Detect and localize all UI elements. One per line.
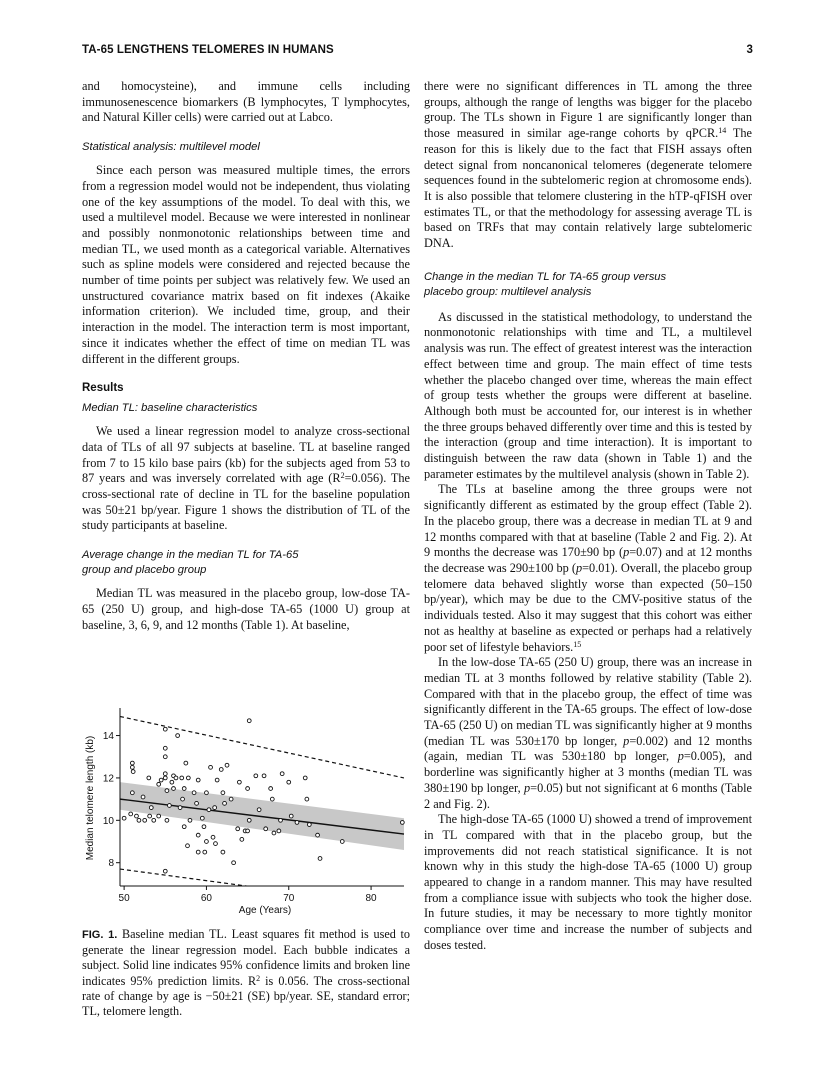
data-point [229,797,233,801]
data-point [203,850,207,854]
data-point [318,857,322,861]
paragraph: The high-dose TA-65 (1000 U) showed a trend of improvement in TL compared with that in the placebo group, but the improvements did not reach statistical significance. It is not known why in this study the high-dose TA-65 (1000 U) group appeared to change in a random manner. This may have resulted from a compliance issue with subjects who took the higher dose. In future studies, it may be necessary to more tightly monitor compliance over time and increase the number of subjects and doses tested. [424,812,752,952]
y-tick-label: 14 [102,731,114,743]
data-point [316,833,320,837]
data-point [202,825,206,829]
data-point [184,761,188,765]
data-point [257,808,261,812]
data-point [221,850,225,854]
data-point [182,825,186,829]
data-point [147,776,151,780]
data-point [211,835,215,839]
data-point [130,761,134,765]
data-point [186,844,190,848]
y-tick-label: 8 [108,858,114,870]
data-point [196,850,200,854]
data-point [207,808,211,812]
figure-1-chart [82,702,410,922]
data-point [295,821,299,825]
paragraph: and homocysteine), and immune cells including immunosenescence biomarkers (B lymphocytes, T lymphocytes, and Natural Killer cells) were carried out at Labco. [82,79,410,125]
data-point [159,778,163,782]
data-point [157,782,161,786]
data-point [247,818,251,822]
data-point [181,797,185,801]
data-point [223,801,227,805]
page-number: 3 [746,44,753,56]
data-point [186,776,190,780]
data-point [141,795,145,799]
data-point [219,768,223,772]
data-point [174,776,178,780]
data-point [192,791,196,795]
data-point [165,789,169,793]
data-point [215,778,219,782]
data-point [305,797,309,801]
data-point [236,827,240,831]
paragraph: In the low-dose TA-65 (250 U) group, there was an increase in median TL at 3 months followed by relative stability (Table 2). Compared with that in the placebo group, the effect of time was significantly different in the TA-65 groups. The effect of low-dose TA-65 (250 U) on median TL was significantly higher at 9 months (median TL was 530±170 bp longer, p=0.002) and 12 months (again, median TL was 530±180 bp longer, p=0.005), and borderline was significantly higher at 3 months (median TL was 380±190 bp longer, p=0.05) but not significant at 6 months (Table 2 and Fig. 2). [424,655,753,811]
data-point [225,763,229,767]
data-point [205,791,209,795]
data-point [163,776,167,780]
data-point [122,816,126,820]
data-point [205,840,209,844]
data-point [209,765,213,769]
data-point [269,787,273,791]
data-point [400,821,404,825]
data-point [307,823,311,827]
data-point [262,774,266,778]
data-point [176,734,180,738]
paragraph: Since each person was measured multiple times, the errors from a regression model would not be independent, thus violating one of the key assumptions of the model. To deal with this, we used a multilevel model. Because we were interested in nonlinear and possibly nonmonotonic relationships between time and median TL, we used month as a categorical variable. Alternatives such as spline models were considered and rejected because the number of time points per subject was relatively few. We used an unstructured covariance matrix based on fit indexes (Akaike information criterion). We included time, group, and their interaction in the model. The interaction term is most important, since it indicates whether the effect of time on median TL was different in the different groups. [82,163,410,366]
x-tick-label: 60 [200,893,212,904]
figure-caption: FIG. 1. Baseline median TL. Least squares fit method is used to generate the linear regression model. Each bubble indicates a subject. Solid line indicates 95% confidence limits and broken line indicates 95% prediction limits. $R^2$ is 0.056. The cross-sectional rate of change by age is −50±21 (SE) bp/year. SE, standard error; TL, telomere length. [82,927,411,1019]
data-point [287,780,291,784]
data-point [270,797,274,801]
y-tick-label: 12 [102,773,114,785]
y-tick-label: 10 [102,815,114,827]
data-point [188,818,192,822]
data-point [148,814,152,818]
data-point [221,791,225,795]
paragraph: We used a linear regression model to analyze cross-sectional data of TLs of all 97 subjects at baseline. TL at baseline ranged from 7 to 15 kilo base pairs (kb) for the subjects aged from 53 to 87 years and was inversely correlated with age $(R^2=0.056)$. The cross-sectional rate of decline in TL for the baseline population was 50±21 bp/year. Figure 1 shows the distribution of TL of the study participants at baseline. [82,424,410,533]
data-point [131,770,135,774]
data-point [200,816,204,820]
data-point [182,787,186,791]
data-point [135,814,139,818]
x-tick-label: 50 [118,893,130,904]
data-point [163,772,167,776]
figure-label: FIG. 1. [82,929,118,941]
data-point [196,778,200,782]
data-point [163,746,167,750]
running-header [82,44,753,60]
data-point [246,829,250,833]
left-column [82,79,410,633]
data-point [340,840,344,844]
x-tick-label: 80 [365,893,377,904]
section-heading-results: Results [82,382,124,395]
data-point [213,806,217,810]
data-point [149,806,153,810]
data-point [214,842,218,846]
x-axis-label: Age (Years) [238,905,292,916]
x-tick-label: 70 [283,893,295,904]
data-point [130,765,134,769]
data-point [165,818,169,822]
y-axis-label: Median telomere length (kb) [85,735,96,861]
section-heading-change-median: Change in the median TL for TA-65 group versus placebo group: multilevel analysis [424,270,667,298]
section-heading-average-change: Average change in the median TL for TA-65 group and placebo group [82,549,299,577]
data-point [254,774,258,778]
section-heading-statistical-analysis: Statistical analysis: multilevel model [82,141,260,154]
data-point [264,827,268,831]
data-point [163,869,167,873]
data-point [237,780,241,784]
data-point [279,818,283,822]
data-point [130,791,134,795]
data-point [137,818,141,822]
paragraph: there were no significant differences in TL among the three groups, although the range of lengths was bigger for the placebo group. The TLs shown in Figure 1 are significantly longer than those measured in similar age-range cohorts by qPCR.$^{14}$ The reason for this is likely due to the fact that FISH assays often detect signal from noncanonical telomeres (degenerate telomere sequences found in the subtelomeric region at chromosome ends). It is also possible that telomere clustering in the hTP-qFISH over estimates TL, or that the methodology for assessing average TL is based on TRFs that may contain relatively large subtelomeric DNA. [424,79,752,251]
data-point [247,719,251,723]
paragraph: As discussed in the statistical methodology, to understand the nonmonotonic relationships with time and TL, a multilevel analysis was run. The effect of greatest interest was the interaction effect between time and group. The main effect of time tests whether the placebo changed over time, whereas the main effect of group tests whether the groups were different at baseline. Although both must be accounted for, our interest is in whether the three groups behaved differently over time and this is tested by the interaction (group and time interaction). It is important to distinguish between the raw data (shown in Table 1) and the parameter estimates by the multilevel analysis (shown in Table 2). [424,309,752,481]
data-point [232,861,236,865]
data-point [277,829,281,833]
data-point [196,833,200,837]
paragraph: Median TL was measured in the placebo group, low-dose TA-65 (250 U) group, and high-dose TA-65 (1000 U) group at baseline, 3, 6, 9, and 12 months (Table 1). At baseline, [82,586,410,632]
data-point [167,804,171,808]
data-point [303,776,307,780]
running-title: TA-65 LENGTHENS TELOMERES IN HUMANS [82,44,334,56]
data-point [289,814,293,818]
data-point [170,780,174,784]
data-point [129,812,133,816]
data-point [272,831,276,835]
data-point [163,727,167,731]
data-point [152,818,156,822]
prediction-limit-upper [120,716,404,777]
data-point [180,776,184,780]
data-point [172,787,176,791]
right-column [424,79,752,954]
data-point [280,772,284,776]
data-point [157,814,161,818]
data-point [163,755,167,759]
scatter-plot [82,702,410,922]
data-point [178,806,182,810]
data-point [195,801,199,805]
data-point [246,787,250,791]
section-heading-baseline: Median TL: baseline characteristics [82,402,258,415]
paragraph: The TLs at baseline among the three groups were not significantly different as estimated by the group effect (Table 2). In the placebo group, there was a decrease in median TL at 9 and 12 months compared with that at baseline (Table 2 and Fig. 2). At 9 months the decrease was 170±90 bp (p=0.07) and at 12 months the decrease was 290±100 bp (p=0.01). Overall, the placebo group telomere data behaved slightly worse than expected (50–150 bp/year), which may be due to the CMV-positive status of the individuals tested. Also it may suggest that this cohort was either not as healthy at baseline as expected or perhaps had a relatively poor set of lifestyle behaviors.$^{15}$ [424,482,752,654]
data-point [143,818,147,822]
prediction-limit-lower [120,869,404,907]
data-point [240,837,244,841]
